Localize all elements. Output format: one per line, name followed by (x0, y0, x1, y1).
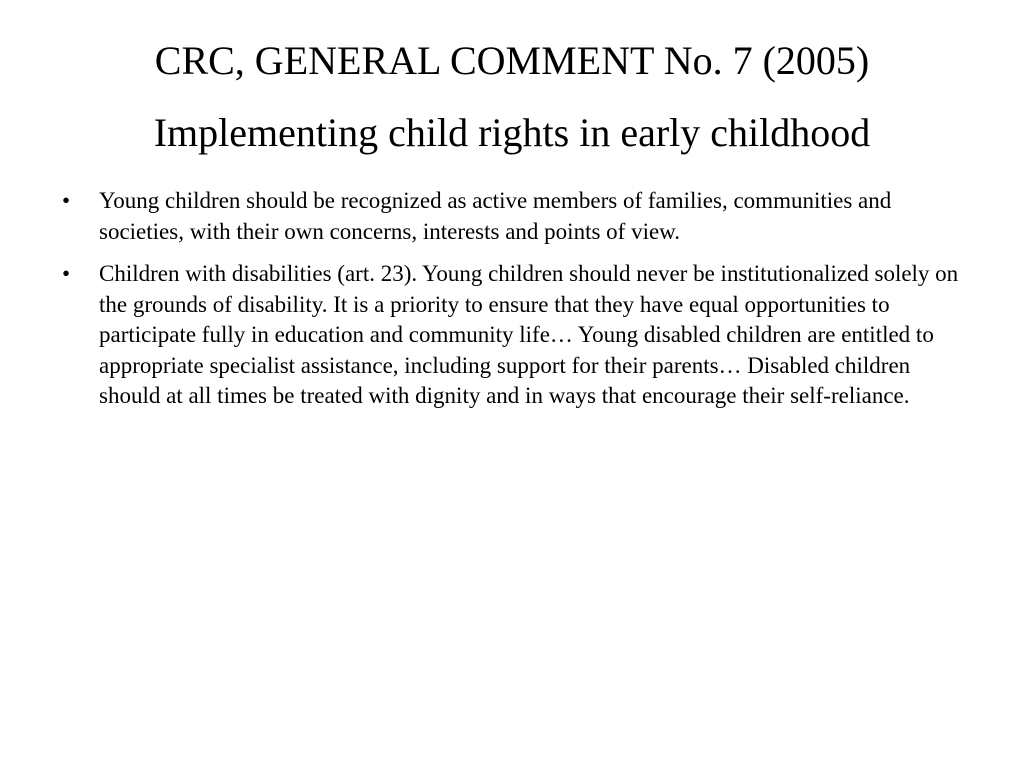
bullet-list (62, 186, 972, 424)
bullet-icon: • (62, 261, 71, 286)
bullet-icon: • (62, 188, 71, 213)
bullet-item-1 (62, 186, 972, 247)
bullet-text-1: Young children should be recognized as active members of families, communities and societies, with their own concerns, interests and points of view. (99, 188, 892, 244)
bullet-text-2: Children with disabilities (art. 23). Young children should never be institutionalized solely on the grounds of disability. It is a priority to ensure that they have equal opportunities to participate fully in education and community life… Young disabled children are entitled to appropriate specialist assistance, including support for their parents… Disabled children should at all times be treated with dignity and in ways that encourage their self-reliance. (99, 261, 959, 408)
bullet-item-2 (62, 259, 972, 412)
slide-title (0, 36, 1024, 158)
title-line-2: Implementing child rights in early childhood (153, 110, 871, 155)
title-line-1: CRC, GENERAL COMMENT No. 7 (2005) (154, 38, 870, 83)
